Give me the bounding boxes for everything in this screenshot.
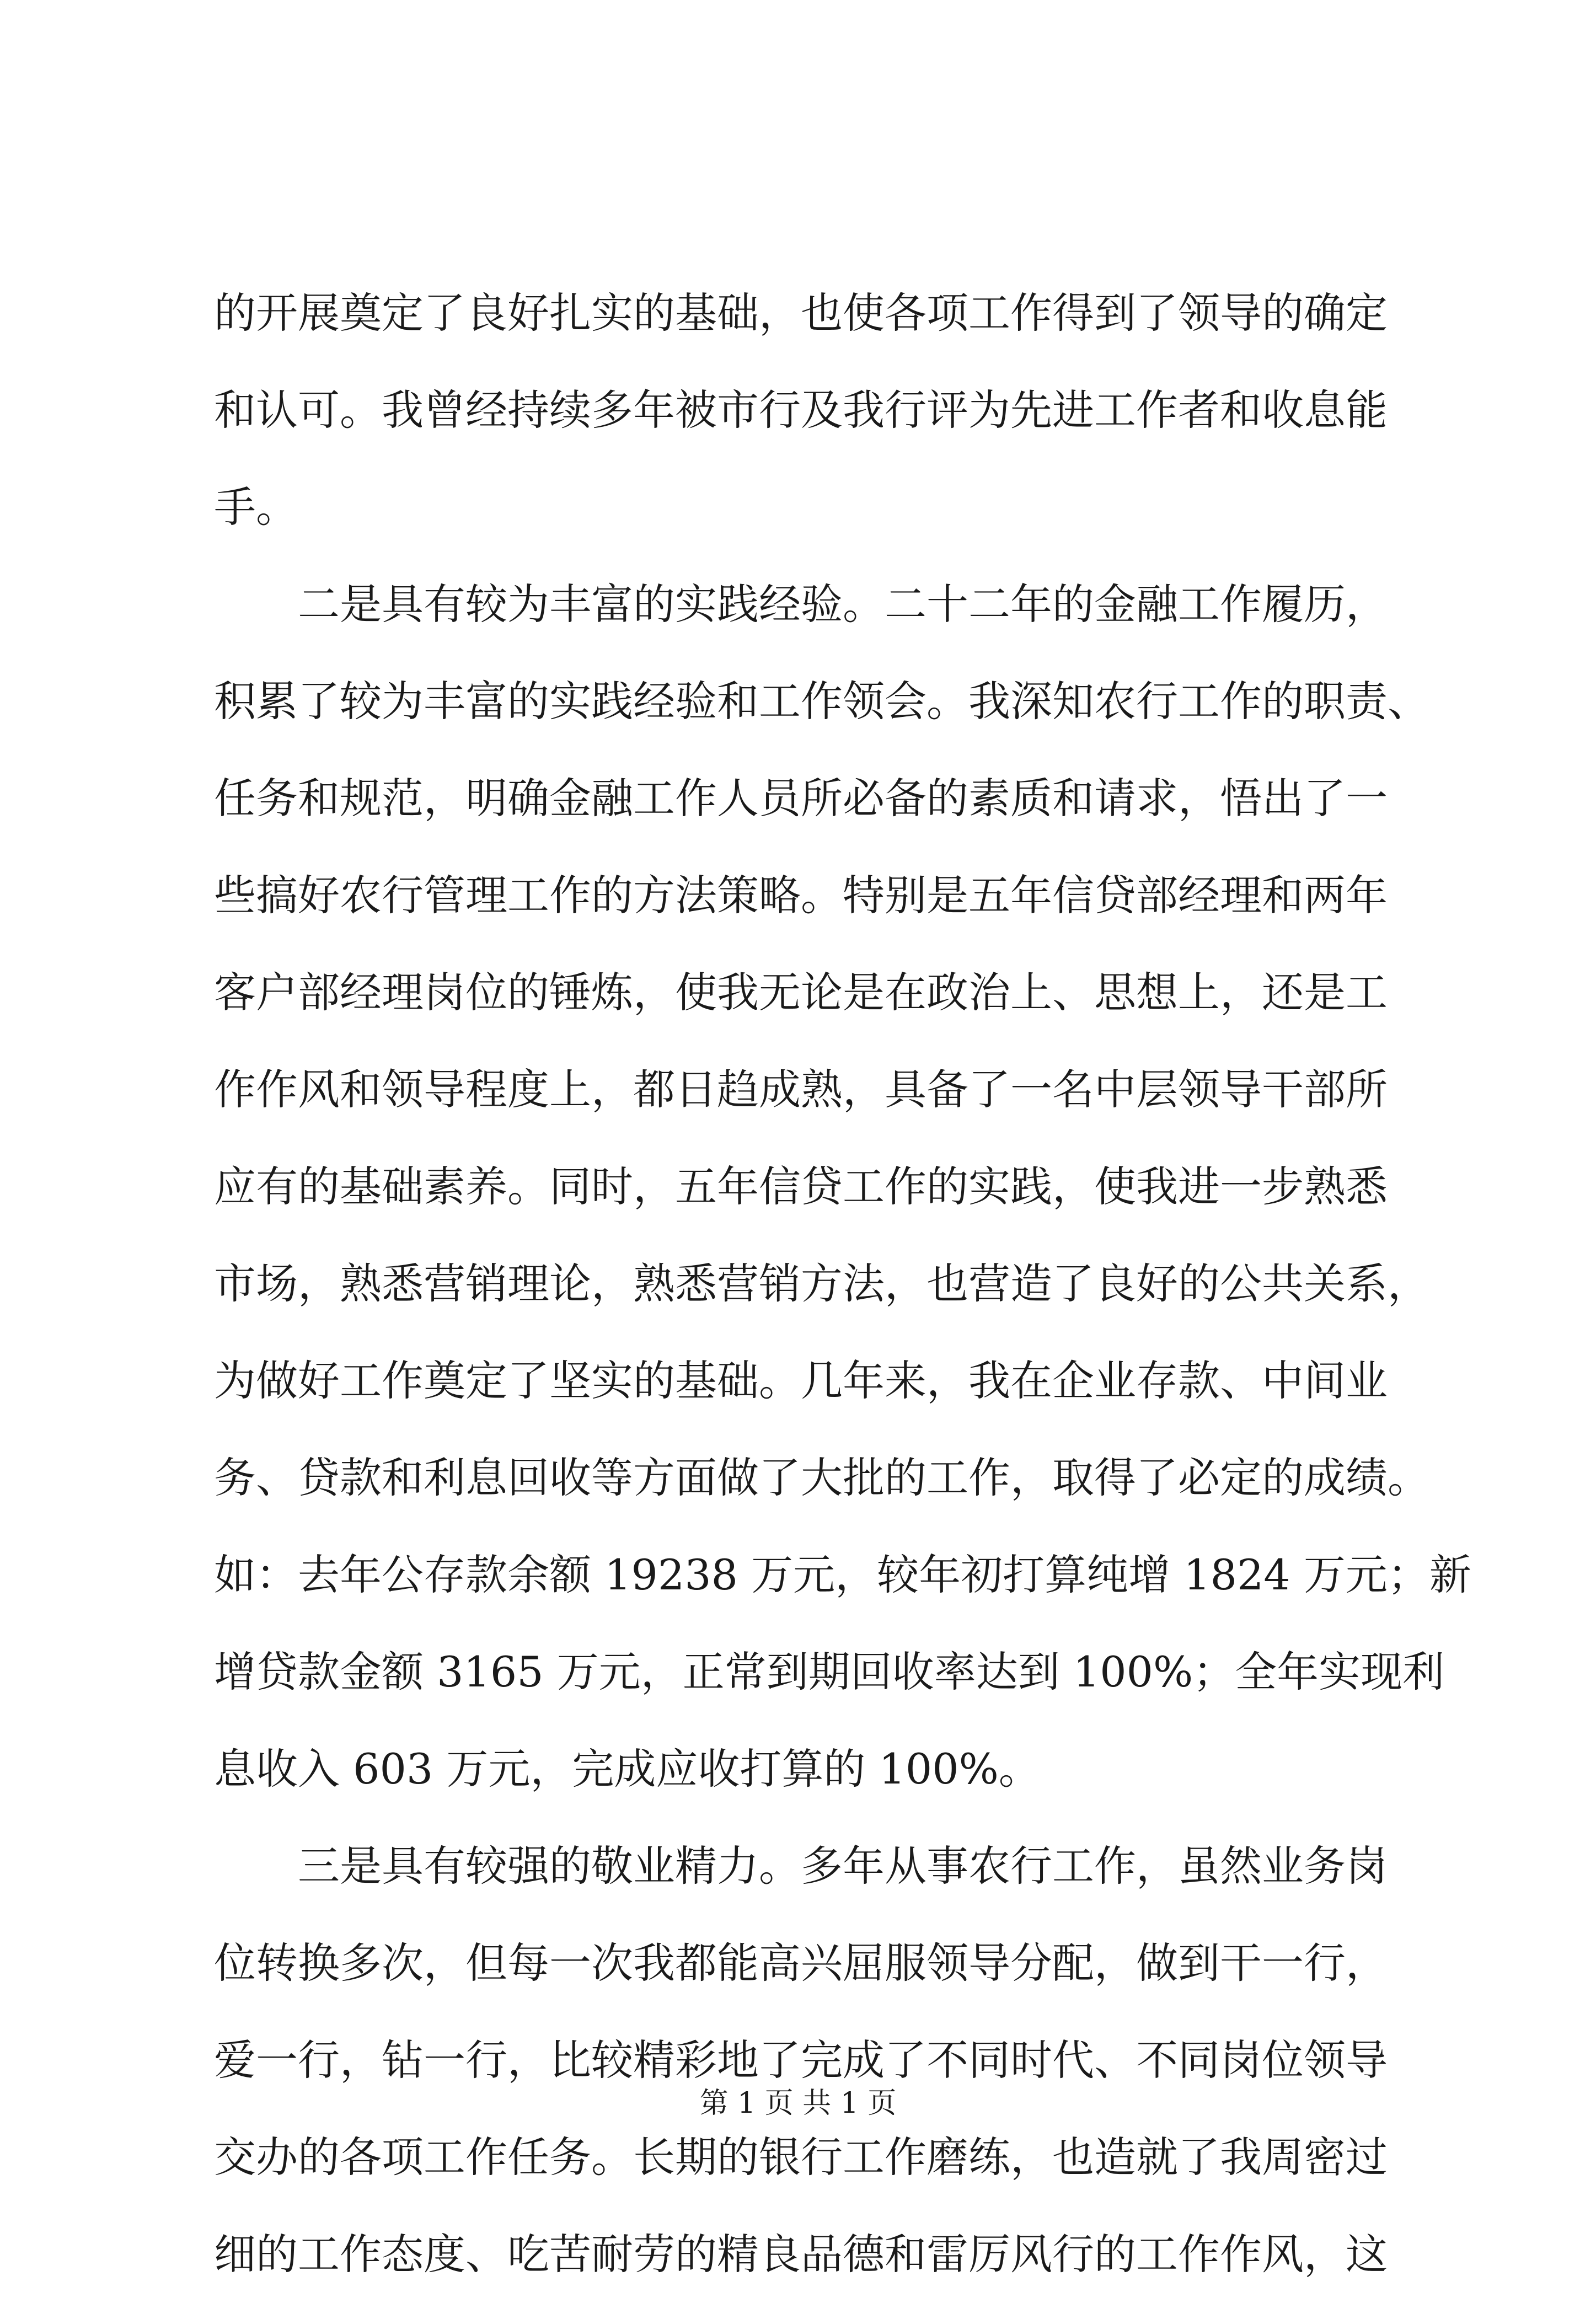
text-line: 和认可。我曾经持续多年被市行及我行评为先进工作者和收息能	[214, 385, 1388, 435]
text-line: 息收入 603 万元，完成应收打算的 100%。	[214, 1744, 1041, 1793]
page-number-label: 第 1 页 共 1 页	[699, 2087, 897, 2120]
text-line: 位转换多次，但每一次我都能高兴屈服领导分配，做到干一行，	[214, 1938, 1388, 1988]
text-line: 手。	[214, 483, 298, 532]
text-line: 些搞好农行管理工作的方法策略。特别是五年信贷部经理和两年	[214, 871, 1388, 920]
document-body	[214, 265, 1471, 2303]
text-line: 作作风和领导程度上，都日趋成熟，具备了一名中层领导干部所	[214, 1065, 1388, 1114]
text-line: 市场，熟悉营销理论，熟悉营销方法，也营造了良好的公共关系，	[214, 1259, 1429, 1308]
text-line: 交办的各项工作任务。长期的银行工作磨练，也造就了我周密过	[214, 2133, 1388, 2182]
text-line: 爱一行，钻一行，比较精彩地了完成了不同时代、不同岗位领导	[214, 2036, 1388, 2085]
text-line: 应有的基础素养。同时，五年信贷工作的实践，使我进一步熟悉	[214, 1162, 1388, 1211]
text-line: 细的工作态度、吃苦耐劳的精良品德和雷厉风行的工作作风，这	[214, 2230, 1388, 2279]
text-line: 客户部经理岗位的锤炼，使我无论是在政治上、思想上，还是工	[214, 968, 1388, 1017]
text-line: 积累了较为丰富的实践经验和工作领会。我深知农行工作的职责、	[214, 677, 1429, 726]
text-line: 任务和规范，明确金融工作人员所必备的素质和请求，悟出了一	[214, 774, 1388, 823]
text-line: 增贷款金额 3165 万元，正常到期回收率达到 100%；全年实现利	[214, 1647, 1445, 1696]
text-line: 如：去年公存款余额 19238 万元，较年初打算纯增 1824 万元；新	[214, 1550, 1471, 1599]
page-footer	[0, 2084, 1596, 2123]
text-line: 三是具有较强的敬业精力。多年从事农行工作，虽然业务岗	[214, 1841, 1388, 1890]
text-line: 务、贷款和利息回收等方面做了大批的工作，取得了必定的成绩。	[214, 1453, 1429, 1502]
text-line: 的开展奠定了良好扎实的基础，也使各项工作得到了领导的确定	[214, 288, 1388, 338]
text-line: 为做好工作奠定了坚实的基础。几年来，我在企业存款、中间业	[214, 1356, 1388, 1405]
text-line: 二是具有较为丰富的实践经验。二十二年的金融工作履历，	[214, 580, 1388, 629]
